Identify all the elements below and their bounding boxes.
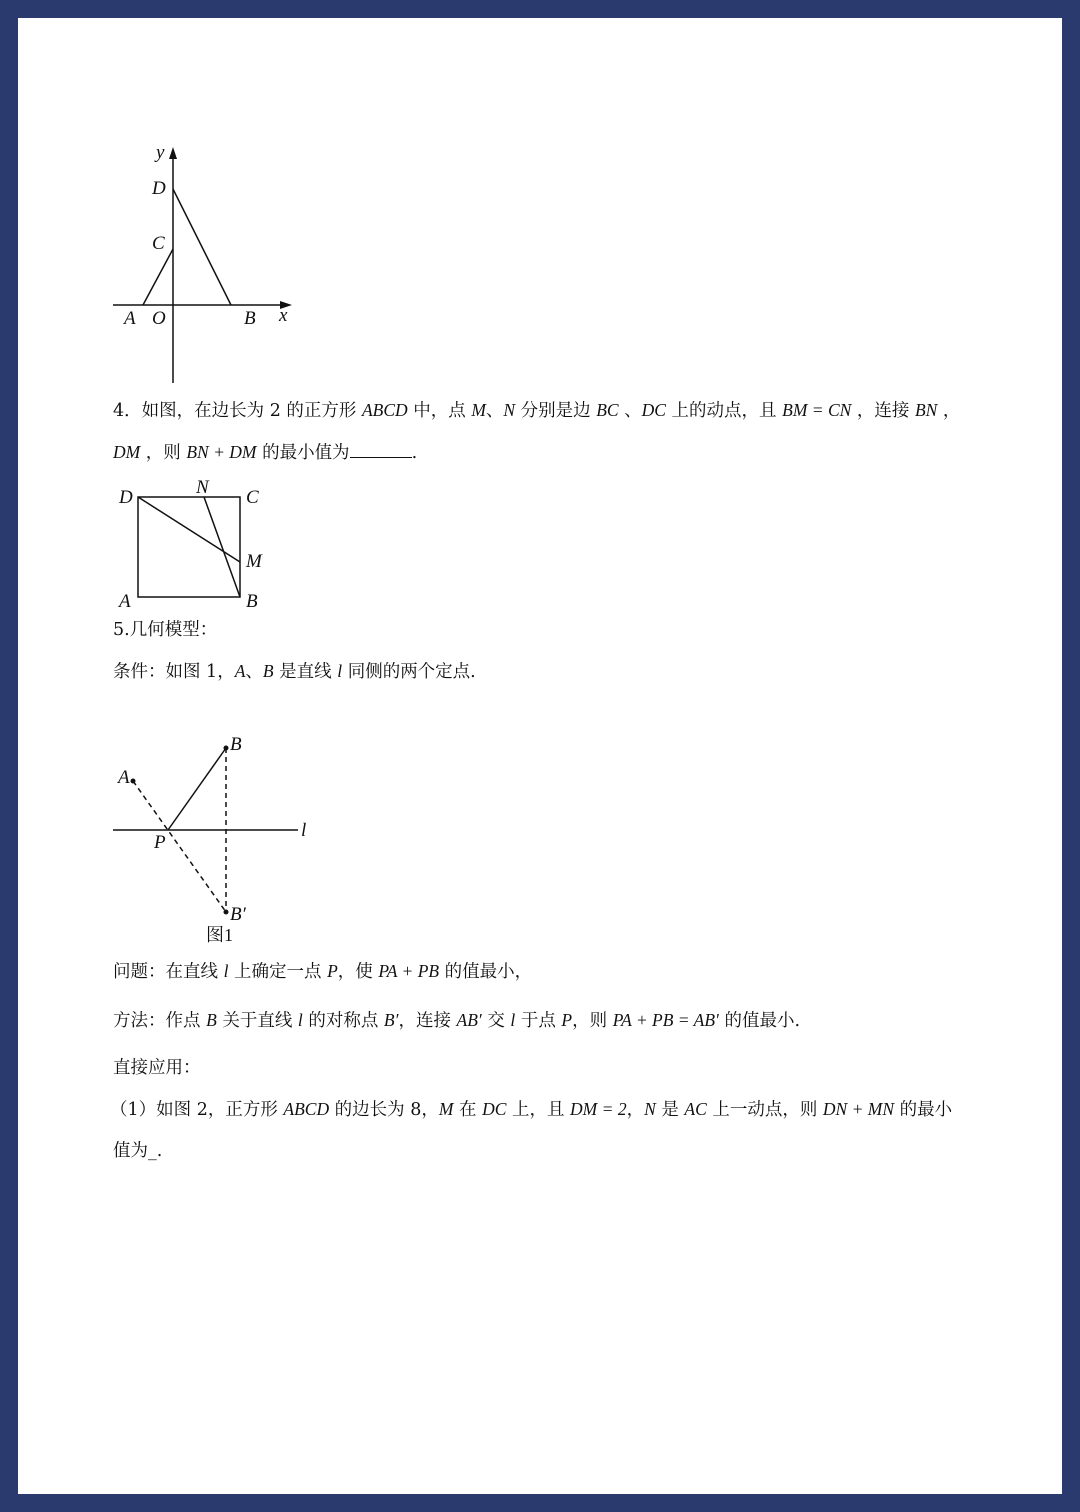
label-x: x xyxy=(279,305,288,326)
coordinate-figure xyxy=(108,143,308,393)
segment-ab-prime xyxy=(133,781,226,912)
method-line: 方法：作点 B 关于直线 l 的对称点 B′，连接 AB′ 交 l 于点 P，则 PA + PB = AB′ 的值最小. xyxy=(113,1010,801,1031)
segment-pb xyxy=(168,748,226,830)
answer-blank[interactable] xyxy=(350,441,412,458)
segment-dm xyxy=(138,497,240,562)
square-abcd xyxy=(138,497,240,597)
label-c: C xyxy=(152,233,165,254)
label-o: O xyxy=(152,308,166,329)
label-p: P xyxy=(154,832,166,853)
apply-title: 直接应用： xyxy=(113,1058,201,1078)
label-c: C xyxy=(246,487,259,508)
figure-1 xyxy=(108,730,328,945)
label-b: B xyxy=(230,734,242,755)
label-l: l xyxy=(301,820,307,841)
label-m: M xyxy=(246,551,262,572)
y-axis-arrow xyxy=(169,147,177,159)
problem-line: 问题：在直线 l 上确定一点 P，使 PA + PB 的值最小， xyxy=(113,961,533,982)
figure-caption: 图1 xyxy=(206,925,233,945)
point-b xyxy=(224,746,229,751)
label-y: y xyxy=(156,142,165,163)
label-d: D xyxy=(152,178,166,199)
square-figure xyxy=(113,476,283,611)
apply-line-1: （1）如图 2，正方形 ABCD 的边长为 8，M 在 DC 上，且 DM = 2，N 是 AC 上一动点，则 DN + MN 的最小 xyxy=(110,1099,953,1120)
worksheet-page xyxy=(18,18,1062,1494)
q4-line-2: DM ，则 BN + DM 的最小值为 . xyxy=(113,442,418,463)
label-a: A xyxy=(124,308,136,329)
label-b-prime: B′ xyxy=(230,904,246,925)
label-b: B xyxy=(244,308,256,329)
apply-line-2: 值为_. xyxy=(113,1141,163,1161)
q4-line-1: 4．如图，在边长为 2 的正方形 ABCD 中，点 M、N 分别是边 BC 、DC 上的动点，且 BM = CN ，连接 BN ， xyxy=(113,400,961,421)
segment-ac xyxy=(143,249,173,305)
q5-condition: 条件：如图 1，A、B 是直线 l 同侧的两个定点. xyxy=(113,661,476,682)
label-a: A xyxy=(119,591,131,612)
point-a xyxy=(131,779,136,784)
segment-bn xyxy=(204,497,240,597)
segment-db xyxy=(173,189,231,305)
label-d: D xyxy=(119,487,133,508)
q5-title: 5.几何模型： xyxy=(113,620,218,640)
label-b: B xyxy=(246,591,258,612)
point-b-prime xyxy=(224,910,229,915)
label-a: A xyxy=(118,767,130,788)
label-n: N xyxy=(196,477,209,498)
